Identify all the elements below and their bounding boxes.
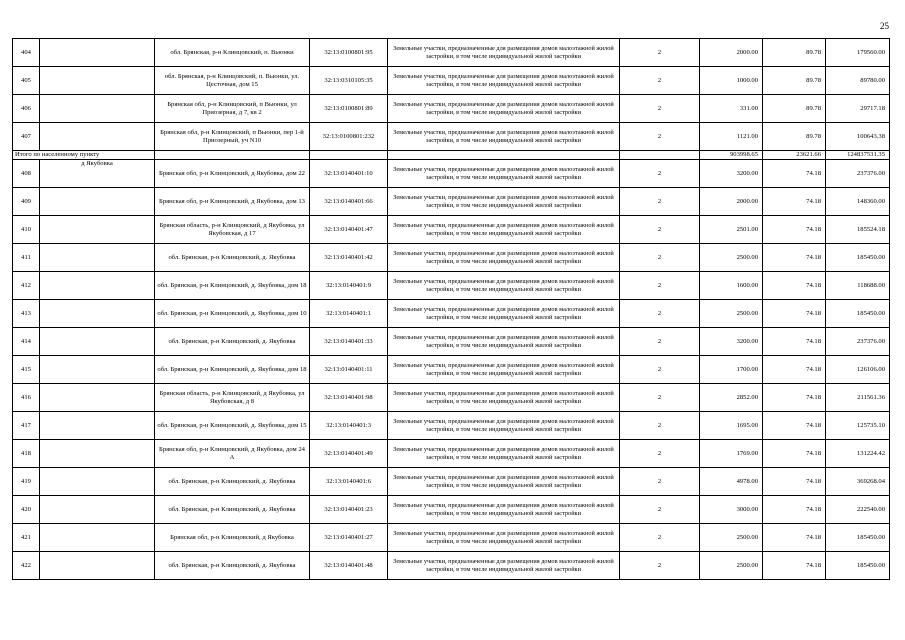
value-cell: 222540.00: [826, 496, 890, 524]
settlement-cell: [40, 272, 155, 300]
rate-cell: 74.18: [763, 160, 826, 188]
settlement-cell: [40, 468, 155, 496]
table-row: [13, 552, 890, 580]
purpose-cell: Земельные участки, предназначенные для размещения домов малоэтажной жилой застройки, в том числе индивидуальной жилой застройки: [388, 440, 620, 468]
row-number: 421: [13, 524, 40, 552]
cadastral-number-cell: 32:13:0100801:95: [310, 39, 388, 67]
cadastral-number-cell: 32:13:0140401:3: [310, 412, 388, 440]
group-cell: 2: [620, 440, 700, 468]
value-cell: 185450.00: [826, 300, 890, 328]
row-number: 412: [13, 272, 40, 300]
area-cell: 2852.00: [700, 384, 763, 412]
row-number: 408: [13, 160, 40, 188]
purpose-cell: Земельные участки, предназначенные для размещения домов малоэтажной жилой застройки, в том числе индивидуальной жилой застройки: [388, 188, 620, 216]
rate-cell: 89.78: [763, 95, 826, 123]
table-row: [13, 160, 890, 188]
address-cell: обл. Брянская, р-н Клинцовский, д. Якубовка, дом 10: [155, 300, 310, 328]
table-row: [13, 67, 890, 95]
area-cell: 2500.00: [700, 244, 763, 272]
table-row: [13, 468, 890, 496]
area-cell: 2500.00: [700, 552, 763, 580]
purpose-cell: Земельные участки, предназначенные для размещения домов малоэтажной жилой застройки, в том числе индивидуальной жилой застройки: [388, 468, 620, 496]
settlement-cell: [40, 524, 155, 552]
settlement-cell: [40, 95, 155, 123]
settlement-cell: [40, 39, 155, 67]
rate-cell: 74.18: [763, 496, 826, 524]
purpose-cell: Земельные участки, предназначенные для размещения домов малоэтажной жилой застройки, в том числе индивидуальной жилой застройки: [388, 95, 620, 123]
value-cell: 179560.00: [826, 39, 890, 67]
row-number: 415: [13, 356, 40, 384]
group-cell: 2: [620, 160, 700, 188]
settlement-cell: [40, 216, 155, 244]
rate-cell: 74.18: [763, 300, 826, 328]
area-cell: 1000.00: [700, 67, 763, 95]
cadastral-number-cell: 32:13:0100801:89: [310, 95, 388, 123]
cadastral-number-cell: 32:13:0140401:66: [310, 188, 388, 216]
settlement-cell: [40, 412, 155, 440]
table-row: [13, 95, 890, 123]
value-cell: 185450.00: [826, 552, 890, 580]
cadastral-number-cell: 32:13:0140401:1: [310, 300, 388, 328]
rate-cell: 74.18: [763, 216, 826, 244]
rate-cell: 74.18: [763, 524, 826, 552]
cadastral-number-cell: 32:13:0140401:48: [310, 552, 388, 580]
value-cell: 185450.00: [826, 244, 890, 272]
group-cell: 2: [620, 384, 700, 412]
total-label: Итого по населенному пункту: [13, 151, 155, 160]
address-cell: обл. Брянская, р-н Клинцовский, п. Вьюнки, ул. Цесточная, дом 15: [155, 67, 310, 95]
cadastral-number-cell: 32:13:0140401:98: [310, 384, 388, 412]
value-cell: 89780.00: [826, 67, 890, 95]
area-cell: 2500.00: [700, 300, 763, 328]
table-row: [13, 123, 890, 151]
table-row: [13, 356, 890, 384]
settlement-cell: [40, 552, 155, 580]
purpose-cell: Земельные участки, предназначенные для размещения домов малоэтажной жилой застройки, в том числе индивидуальной жилой застройки: [388, 67, 620, 95]
row-number: 422: [13, 552, 40, 580]
area-cell: 331.00: [700, 95, 763, 123]
settlement-cell: [40, 300, 155, 328]
row-number: 411: [13, 244, 40, 272]
total-value: 124837531.35: [826, 151, 890, 160]
rate-cell: 74.18: [763, 272, 826, 300]
total-empty-cell: [310, 151, 388, 160]
group-cell: 2: [620, 300, 700, 328]
area-cell: 1769.00: [700, 440, 763, 468]
row-number: 407: [13, 123, 40, 151]
group-cell: 2: [620, 188, 700, 216]
table-row: [13, 412, 890, 440]
purpose-cell: Земельные участки, предназначенные для размещения домов малоэтажной жилой застройки, в том числе индивидуальной жилой застройки: [388, 39, 620, 67]
cadastral-number-cell: 32:13:0140401:42: [310, 244, 388, 272]
group-cell: 2: [620, 39, 700, 67]
page-number: 25: [880, 21, 889, 31]
table-body-total: [13, 151, 890, 160]
value-cell: 185450.00: [826, 524, 890, 552]
address-cell: Брянская область, р-н Клинцовский, д Якубовка, ул Якубовская, д 17: [155, 216, 310, 244]
address-cell: обл. Брянская, р-н Клинцовский, д. Якубовка: [155, 468, 310, 496]
address-cell: обл. Брянская, р-н Клинцовский, д. Якубовка, дом 18: [155, 356, 310, 384]
group-cell: 2: [620, 216, 700, 244]
purpose-cell: Земельные участки, предназначенные для размещения домов малоэтажной жилой застройки, в том числе индивидуальной жилой застройки: [388, 272, 620, 300]
cadastral-number-cell: 32:13:0140401:23: [310, 496, 388, 524]
table-body-before: [13, 39, 890, 151]
rate-cell: 74.18: [763, 356, 826, 384]
rate-cell: 74.18: [763, 440, 826, 468]
group-cell: 2: [620, 95, 700, 123]
area-cell: 2500.00: [700, 524, 763, 552]
value-cell: 131224.42: [826, 440, 890, 468]
value-cell: 125735.10: [826, 412, 890, 440]
value-cell: 237376.00: [826, 160, 890, 188]
cadastral-number-cell: 32:13:0310105:35: [310, 67, 388, 95]
group-cell: 2: [620, 328, 700, 356]
row-number: 417: [13, 412, 40, 440]
address-cell: Брянская область, р-н Клинцовский, д Якубовка, ул Якубовская, д 8: [155, 384, 310, 412]
total-empty-cell: [620, 151, 700, 160]
group-cell: 2: [620, 272, 700, 300]
value-cell: 126106.00: [826, 356, 890, 384]
row-number: 405: [13, 67, 40, 95]
table-row: [13, 216, 890, 244]
address-cell: обл. Брянская, р-н Клинцовский, д. Якубовка: [155, 496, 310, 524]
settlement-cell: [40, 123, 155, 151]
address-cell: Брянская обл, р-н Клинцовский, д Якубовка, дом 22: [155, 160, 310, 188]
rate-cell: 74.18: [763, 328, 826, 356]
address-cell: обл. Брянская, р-н Клинцовский, п. Вьюнки: [155, 39, 310, 67]
purpose-cell: Земельные участки, предназначенные для размещения домов малоэтажной жилой застройки, в том числе индивидуальной жилой застройки: [388, 496, 620, 524]
area-cell: 4978.00: [700, 468, 763, 496]
settlement-name: д Якубовка: [40, 160, 155, 188]
purpose-cell: Земельные участки, предназначенные для размещения домов малоэтажной жилой застройки, в том числе индивидуальной жилой застройки: [388, 356, 620, 384]
value-cell: 211561.36: [826, 384, 890, 412]
row-number: 416: [13, 384, 40, 412]
address-cell: обл. Брянская, р-н Клинцовский, д. Якубовка: [155, 244, 310, 272]
rate-cell: 89.78: [763, 123, 826, 151]
address-cell: обл. Брянская, р-н Клинцовский, д. Якубовка: [155, 328, 310, 356]
address-cell: Брянская обл, р-н Клинцовский, д Якубовка, дом 13: [155, 188, 310, 216]
group-cell: 2: [620, 496, 700, 524]
table-row: [13, 496, 890, 524]
purpose-cell: Земельные участки, предназначенные для размещения домов малоэтажной жилой застройки, в том числе индивидуальной жилой застройки: [388, 216, 620, 244]
table-row: [13, 244, 890, 272]
area-cell: 3200.00: [700, 160, 763, 188]
area-cell: 1695.00: [700, 412, 763, 440]
purpose-cell: Земельные участки, предназначенные для размещения домов малоэтажной жилой застройки, в том числе индивидуальной жилой застройки: [388, 384, 620, 412]
area-cell: 2000.00: [700, 39, 763, 67]
area-cell: 1700.00: [700, 356, 763, 384]
total-rate: 23621.66: [763, 151, 826, 160]
group-cell: 2: [620, 244, 700, 272]
table-body-after: [13, 160, 890, 580]
cadastral-number-cell: 32:13:0140401:9: [310, 272, 388, 300]
area-cell: 1121.00: [700, 123, 763, 151]
row-number: 418: [13, 440, 40, 468]
group-cell: 2: [620, 412, 700, 440]
purpose-cell: Земельные участки, предназначенные для размещения домов малоэтажной жилой застройки, в том числе индивидуальной жилой застройки: [388, 123, 620, 151]
settlement-cell: [40, 384, 155, 412]
total-empty-cell: [155, 151, 310, 160]
address-cell: обл. Брянская, р-н Клинцовский, д. Якубовка, дом 15: [155, 412, 310, 440]
total-area: 903998.65: [700, 151, 763, 160]
area-cell: 3000.00: [700, 496, 763, 524]
settlement-cell: [40, 328, 155, 356]
table-row: [13, 328, 890, 356]
purpose-cell: Земельные участки, предназначенные для размещения домов малоэтажной жилой застройки, в том числе индивидуальной жилой застройки: [388, 552, 620, 580]
table-row: [13, 272, 890, 300]
row-number: 419: [13, 468, 40, 496]
area-cell: 1600.00: [700, 272, 763, 300]
group-cell: 2: [620, 468, 700, 496]
group-cell: 2: [620, 356, 700, 384]
purpose-cell: Земельные участки, предназначенные для размещения домов малоэтажной жилой застройки, в том числе индивидуальной жилой застройки: [388, 524, 620, 552]
cadastral-number-cell: 32:13:0140401:47: [310, 216, 388, 244]
row-number: 410: [13, 216, 40, 244]
value-cell: 118688.00: [826, 272, 890, 300]
rate-cell: 74.18: [763, 244, 826, 272]
area-cell: 3200.00: [700, 328, 763, 356]
purpose-cell: Земельные участки, предназначенные для размещения домов малоэтажной жилой застройки, в том числе индивидуальной жилой застройки: [388, 160, 620, 188]
address-cell: Брянская обл, р-н Клинцовский, п Вьюнки, пер 1-й Приозерный, уч N10: [155, 123, 310, 151]
row-number: 413: [13, 300, 40, 328]
table-row: [13, 440, 890, 468]
cadastral-number-cell: 32:13:0140401:27: [310, 524, 388, 552]
area-cell: 2000.00: [700, 188, 763, 216]
settlement-cell: [40, 244, 155, 272]
rate-cell: 74.18: [763, 468, 826, 496]
value-cell: 29717.18: [826, 95, 890, 123]
purpose-cell: Земельные участки, предназначенные для размещения домов малоэтажной жилой застройки, в том числе индивидуальной жилой застройки: [388, 412, 620, 440]
cadastral-number-cell: 32:13:0140401:10: [310, 160, 388, 188]
land-plots-table: [12, 38, 890, 580]
address-cell: Брянская обл, р-н Клинцовский, п Вьюнки, ул Приозерная, д 7, кв 2: [155, 95, 310, 123]
group-cell: 2: [620, 552, 700, 580]
rate-cell: 74.18: [763, 384, 826, 412]
value-cell: 100643.38: [826, 123, 890, 151]
settlement-cell: [40, 496, 155, 524]
group-cell: 2: [620, 123, 700, 151]
purpose-cell: Земельные участки, предназначенные для размещения домов малоэтажной жилой застройки, в том числе индивидуальной жилой застройки: [388, 300, 620, 328]
address-cell: Брянская обл, р-н Клинцовский, д Якубовка: [155, 524, 310, 552]
cadastral-number-cell: 32:13:0140401:6: [310, 468, 388, 496]
rate-cell: 74.18: [763, 188, 826, 216]
table-row: [13, 300, 890, 328]
address-cell: Брянская обл, р-н Клинцовский, д Якубовка, дом 24 А: [155, 440, 310, 468]
group-cell: 2: [620, 67, 700, 95]
cadastral-number-cell: 32:13:0140401:49: [310, 440, 388, 468]
row-number: 406: [13, 95, 40, 123]
value-cell: 185524.18: [826, 216, 890, 244]
cadastral-number-cell: 32:13:0140401:33: [310, 328, 388, 356]
settlement-cell: [40, 67, 155, 95]
settlement-cell: [40, 440, 155, 468]
rate-cell: 89.78: [763, 67, 826, 95]
area-cell: 2501.00: [700, 216, 763, 244]
table-row: [13, 39, 890, 67]
purpose-cell: Земельные участки, предназначенные для размещения домов малоэтажной жилой застройки, в том числе индивидуальной жилой застройки: [388, 244, 620, 272]
value-cell: 237376.00: [826, 328, 890, 356]
row-number: 420: [13, 496, 40, 524]
settlement-cell: [40, 188, 155, 216]
row-number: 404: [13, 39, 40, 67]
rate-cell: 74.18: [763, 412, 826, 440]
value-cell: 148360.00: [826, 188, 890, 216]
total-empty-cell: [388, 151, 620, 160]
row-number: 414: [13, 328, 40, 356]
total-row: [13, 151, 890, 160]
value-cell: 369268.04: [826, 468, 890, 496]
rate-cell: 74.18: [763, 552, 826, 580]
table-row: [13, 384, 890, 412]
address-cell: обл. Брянская, р-н Клинцовский, д. Якубовка: [155, 552, 310, 580]
purpose-cell: Земельные участки, предназначенные для размещения домов малоэтажной жилой застройки, в том числе индивидуальной жилой застройки: [388, 328, 620, 356]
row-number: 409: [13, 188, 40, 216]
cadastral-number-cell: 32:13:0140401:11: [310, 356, 388, 384]
table-row: [13, 524, 890, 552]
rate-cell: 89.78: [763, 39, 826, 67]
group-cell: 2: [620, 524, 700, 552]
table-row: [13, 188, 890, 216]
settlement-cell: [40, 356, 155, 384]
cadastral-number-cell: 32:13:0100801:232: [310, 123, 388, 151]
address-cell: обл. Брянская, р-н Клинцовский, д. Якубовка, дом 18: [155, 272, 310, 300]
